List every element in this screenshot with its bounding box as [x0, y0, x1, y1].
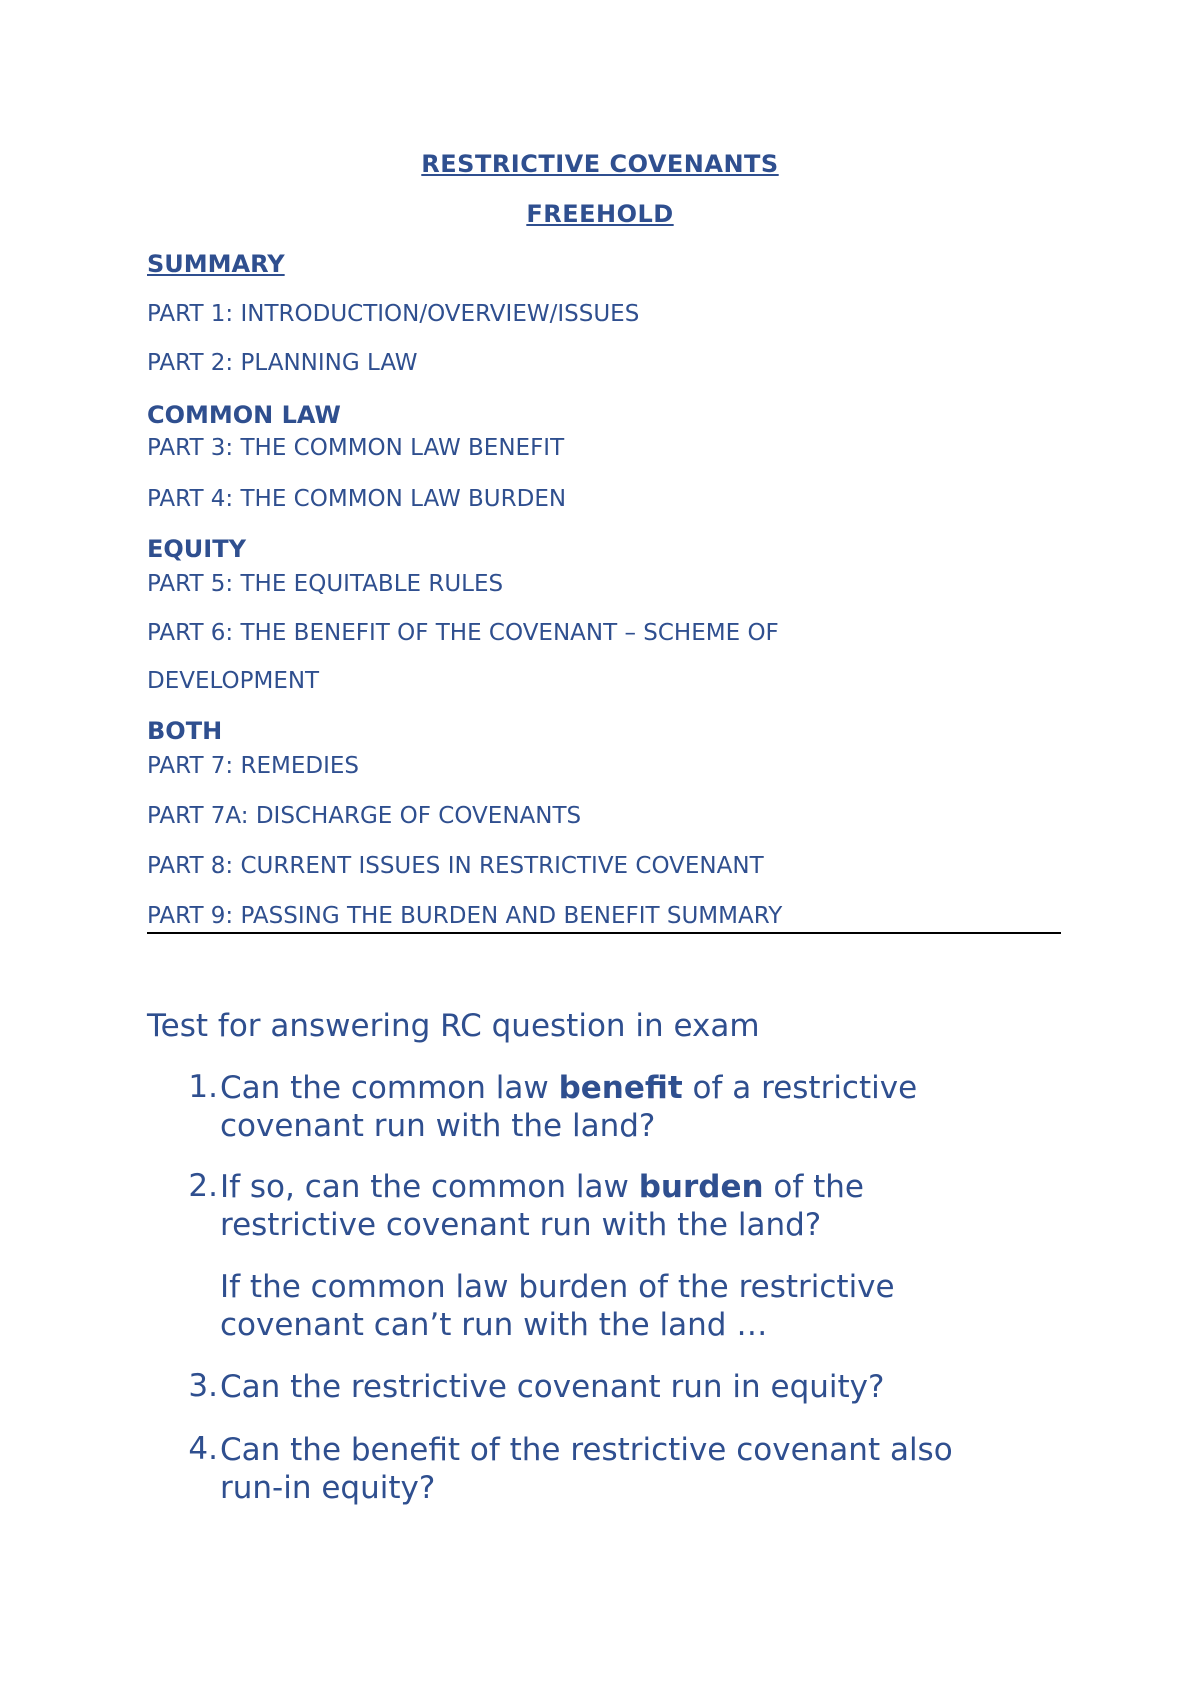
equity-heading: EQUITY: [147, 535, 246, 563]
list-item-1-post: of a restrictive: [682, 1070, 918, 1106]
list-item-3-number: 3.: [188, 1368, 218, 1404]
part-8: PART 8: CURRENT ISSUES IN RESTRICTIVE COVENANT: [147, 853, 764, 879]
common-law-heading: COMMON LAW: [147, 401, 341, 429]
list-item-4: [220, 1431, 953, 1507]
part-5: PART 5: THE EQUITABLE RULES: [147, 571, 504, 597]
list-item-2-pre: If so, can the common law: [220, 1169, 639, 1205]
section-divider: [147, 932, 1061, 934]
part-2: PART 2: PLANNING LAW: [147, 350, 418, 376]
list-item-1: [220, 1069, 917, 1145]
part-9: PART 9: PASSING THE BURDEN AND BENEFIT SUMMARY: [147, 903, 783, 929]
test-heading: Test for answering RC question in exam: [147, 1008, 760, 1044]
list-item-2-number: 2.: [188, 1168, 218, 1204]
document-subtitle: FREEHOLD: [526, 200, 674, 228]
summary-heading: SUMMARY: [147, 250, 285, 278]
part-6-line-2: DEVELOPMENT: [147, 668, 320, 694]
test-note-line-1: If the common law burden of the restrictive: [220, 1269, 895, 1305]
list-item-1-number: 1.: [188, 1069, 218, 1105]
part-4: PART 4: THE COMMON LAW BURDEN: [147, 486, 567, 512]
list-item-1-bold: benefit: [558, 1070, 683, 1106]
list-item-4-line-1: Can the benefit of the restrictive covenant also: [220, 1432, 953, 1468]
part-1: PART 1: INTRODUCTION/OVERVIEW/ISSUES: [147, 301, 640, 327]
list-item-2: [220, 1168, 864, 1244]
list-item-4-line-2: run-in equity?: [220, 1470, 436, 1506]
list-item-2-bold: burden: [638, 1169, 764, 1205]
part-7a: PART 7A: DISCHARGE OF COVENANTS: [147, 803, 582, 829]
list-item-1-pre: Can the common law: [220, 1070, 559, 1106]
part-3: PART 3: THE COMMON LAW BENEFIT: [147, 435, 565, 461]
list-item-3: Can the restrictive covenant run in equity?: [220, 1369, 885, 1405]
part-6-line-1: PART 6: THE BENEFIT OF THE COVENANT – SCHEME OF: [147, 620, 779, 646]
test-note-line-2: covenant can’t run with the land …: [220, 1307, 768, 1343]
list-item-2-line-2: restrictive covenant run with the land?: [220, 1207, 822, 1243]
both-heading: BOTH: [147, 717, 223, 745]
part-7: PART 7: REMEDIES: [147, 753, 360, 779]
list-item-1-line-2: covenant run with the land?: [220, 1108, 656, 1144]
document-title: RESTRICTIVE COVENANTS: [421, 150, 779, 178]
list-item-2-post: of the: [763, 1169, 865, 1205]
test-note: [220, 1268, 895, 1344]
list-item-4-number: 4.: [188, 1431, 218, 1467]
